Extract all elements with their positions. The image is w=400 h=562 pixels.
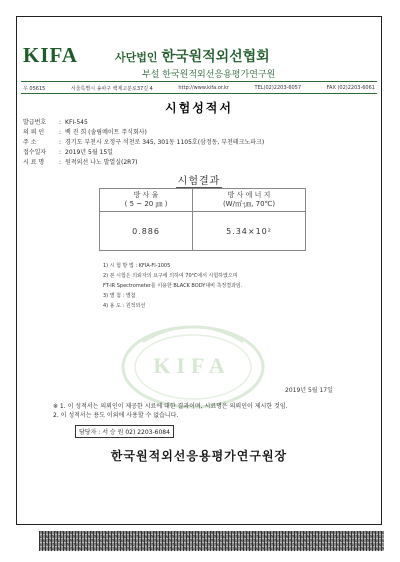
document-title: 시험성적서: [165, 101, 233, 115]
issue-date: 2019년 5월 17일: [285, 387, 333, 394]
note-line: 2) 본 시험은 의뢰자의 요구에 의하여 70℃에서 시험하였으며: [103, 273, 238, 279]
field-row: 시 료 명 : 원적외선 나노 발열실(2R7): [23, 159, 138, 166]
note-line: FT-IR Spectrometer를 이용한 BLACK BODY대비 측정결과임.: [103, 283, 243, 289]
watermark-text: KIFA: [153, 353, 231, 378]
postcode: 우 05615: [23, 86, 46, 92]
field-value: KFI-545: [65, 119, 88, 126]
president-signature-line: 한국원적외선응용평가연구원장: [110, 449, 288, 463]
field-label: 주 소: [23, 139, 37, 146]
field-label: 의 뢰 인: [23, 129, 45, 136]
radiant-energy-value: 5.34×10²: [193, 212, 306, 251]
tel: TEL(02)2203-6057: [254, 85, 302, 91]
certificate-page: [16, 16, 382, 525]
footnotes: [53, 402, 288, 420]
results-section-title: 시험결과: [177, 176, 221, 187]
contact-bar: [23, 85, 375, 92]
field-value: 경기도 부천시 오정구 석천로 345, 301동 1105호(삼정동, 부천테크노파크): [65, 139, 265, 146]
footnote-line: ※ 1. 이 성적서는 의뢰인이 제공한 시료에 대한 결과이며, 시료명은 의뢰인이 제시한 것임.: [53, 403, 288, 410]
field-label: 발급번호: [23, 119, 47, 126]
field-label: 접수일자: [23, 149, 47, 156]
radiant-energy-header: 방 사 에 너 지 (W/㎡·㎛, 70℃): [193, 189, 306, 212]
note-line: 1) 시 험 방 법 : KFIA-FI-1005: [103, 263, 171, 269]
field-value: 백 진 희 (솔림메이트 주식회사): [65, 129, 147, 136]
field-row: 주 소 : 경기도 부천시 오정구 석천로 345, 301동 1105호(삼정동, 부천테크노파크): [23, 139, 265, 146]
kifa-logo: KIFA: [23, 43, 78, 67]
org-subtitle: 부설 한국원적외선응용평가연구원: [142, 70, 276, 80]
security-pattern-strip: [39, 531, 384, 551]
footnote-line: 2. 이 성적서는 용도 이외에 사용할 수 없습니다.: [53, 412, 179, 419]
field-row: 접수일자 : 2019년 5월 15일: [23, 149, 113, 156]
website: http://www.kifa.or.kr: [178, 85, 229, 91]
fax: FAX (02)2203-6061: [326, 85, 375, 91]
note-line: 3) 별 첨 : 별첨: [103, 293, 136, 299]
document-fields: [23, 118, 264, 168]
field-row: 의 뢰 인 : 백 진 희 (솔림메이트 주식회사): [23, 129, 147, 136]
test-notes: [103, 261, 242, 311]
field-row: 발급번호 : KFI-545: [23, 119, 88, 126]
field-value: 2019년 5월 15일: [65, 149, 113, 156]
emissivity-header: 방 사 율 ( 5 ~ 20 ㎛ ): [100, 189, 193, 212]
field-value: 원적외선 나노 발열실(2R7): [65, 159, 138, 166]
org-name: 한국원적외선협회: [161, 49, 270, 65]
address: 서울특별시 송파구 백제고분로37길 4: [70, 86, 153, 92]
results-table: [99, 188, 306, 251]
emissivity-value: 0.886: [100, 212, 193, 251]
org-prefix: 사단법인: [115, 51, 158, 64]
header-divider-bottom: [21, 93, 377, 94]
header-divider-top: [21, 81, 377, 82]
contact-person-box: 담당자 : 서 승 원 02) 2203-6084: [75, 425, 174, 438]
note-line: 4) 용 도 : 원적외선: [103, 303, 146, 309]
org-title: [115, 46, 270, 66]
field-label: 시 료 명: [23, 159, 45, 166]
